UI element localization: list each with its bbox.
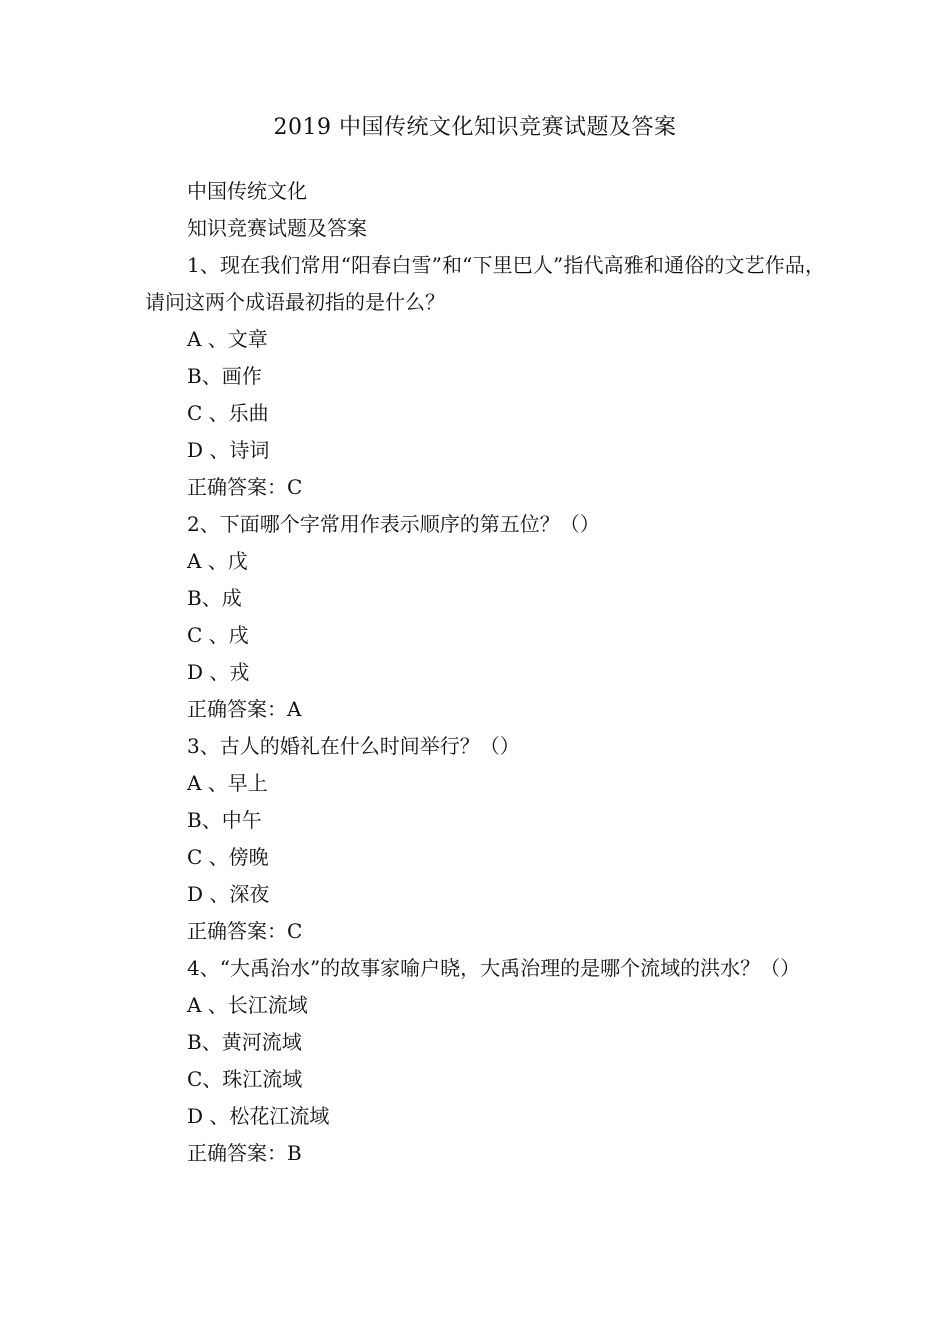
question-block bbox=[145, 950, 825, 1172]
question-stem: 1、现在我们常用“阳春白雪”和“下里巴人”指代高雅和通俗的文艺作品，请问这两个成语最初指的是什么？ bbox=[145, 253, 825, 314]
option: C 、傍晚 bbox=[187, 845, 269, 869]
option: A 、戊 bbox=[187, 549, 248, 573]
question-stem: 2、下面哪个字常用作表示顺序的第五位？（） bbox=[187, 512, 600, 536]
option: B、成 bbox=[187, 586, 242, 610]
option: D 、诗词 bbox=[187, 438, 270, 462]
document-title: 2019 中国传统文化知识竞赛试题及答案 bbox=[273, 115, 677, 140]
option: D 、深夜 bbox=[187, 882, 270, 906]
option: D 、松花江流域 bbox=[187, 1104, 330, 1128]
option: C 、戌 bbox=[187, 623, 249, 647]
question-block bbox=[145, 247, 825, 506]
question-block bbox=[145, 506, 825, 728]
option: B、黄河流域 bbox=[187, 1030, 302, 1054]
option: C 、乐曲 bbox=[187, 401, 269, 425]
intro-line: 知识竞赛试题及答案 bbox=[187, 216, 367, 240]
option: D 、戎 bbox=[187, 660, 250, 684]
question-stem: 4、“大禹治水”的故事家喻户晓，大禹治理的是哪个流域的洪水？（） bbox=[187, 956, 801, 980]
answer: 正确答案：C bbox=[187, 475, 303, 499]
intro-line: 中国传统文化 bbox=[187, 179, 307, 203]
question-block bbox=[145, 728, 825, 950]
option: B、画作 bbox=[187, 364, 262, 388]
answer: 正确答案：A bbox=[187, 697, 302, 721]
option: A 、长江流域 bbox=[187, 993, 308, 1017]
option: C、珠江流域 bbox=[187, 1067, 303, 1091]
question-stem: 3、古人的婚礼在什么时间举行？（） bbox=[187, 734, 520, 758]
option: A 、早上 bbox=[187, 771, 268, 795]
option: A 、文章 bbox=[187, 327, 268, 351]
document-body bbox=[145, 173, 825, 1172]
answer: 正确答案：C bbox=[187, 919, 303, 943]
answer: 正确答案：B bbox=[187, 1141, 302, 1165]
option: B、中午 bbox=[187, 808, 262, 832]
